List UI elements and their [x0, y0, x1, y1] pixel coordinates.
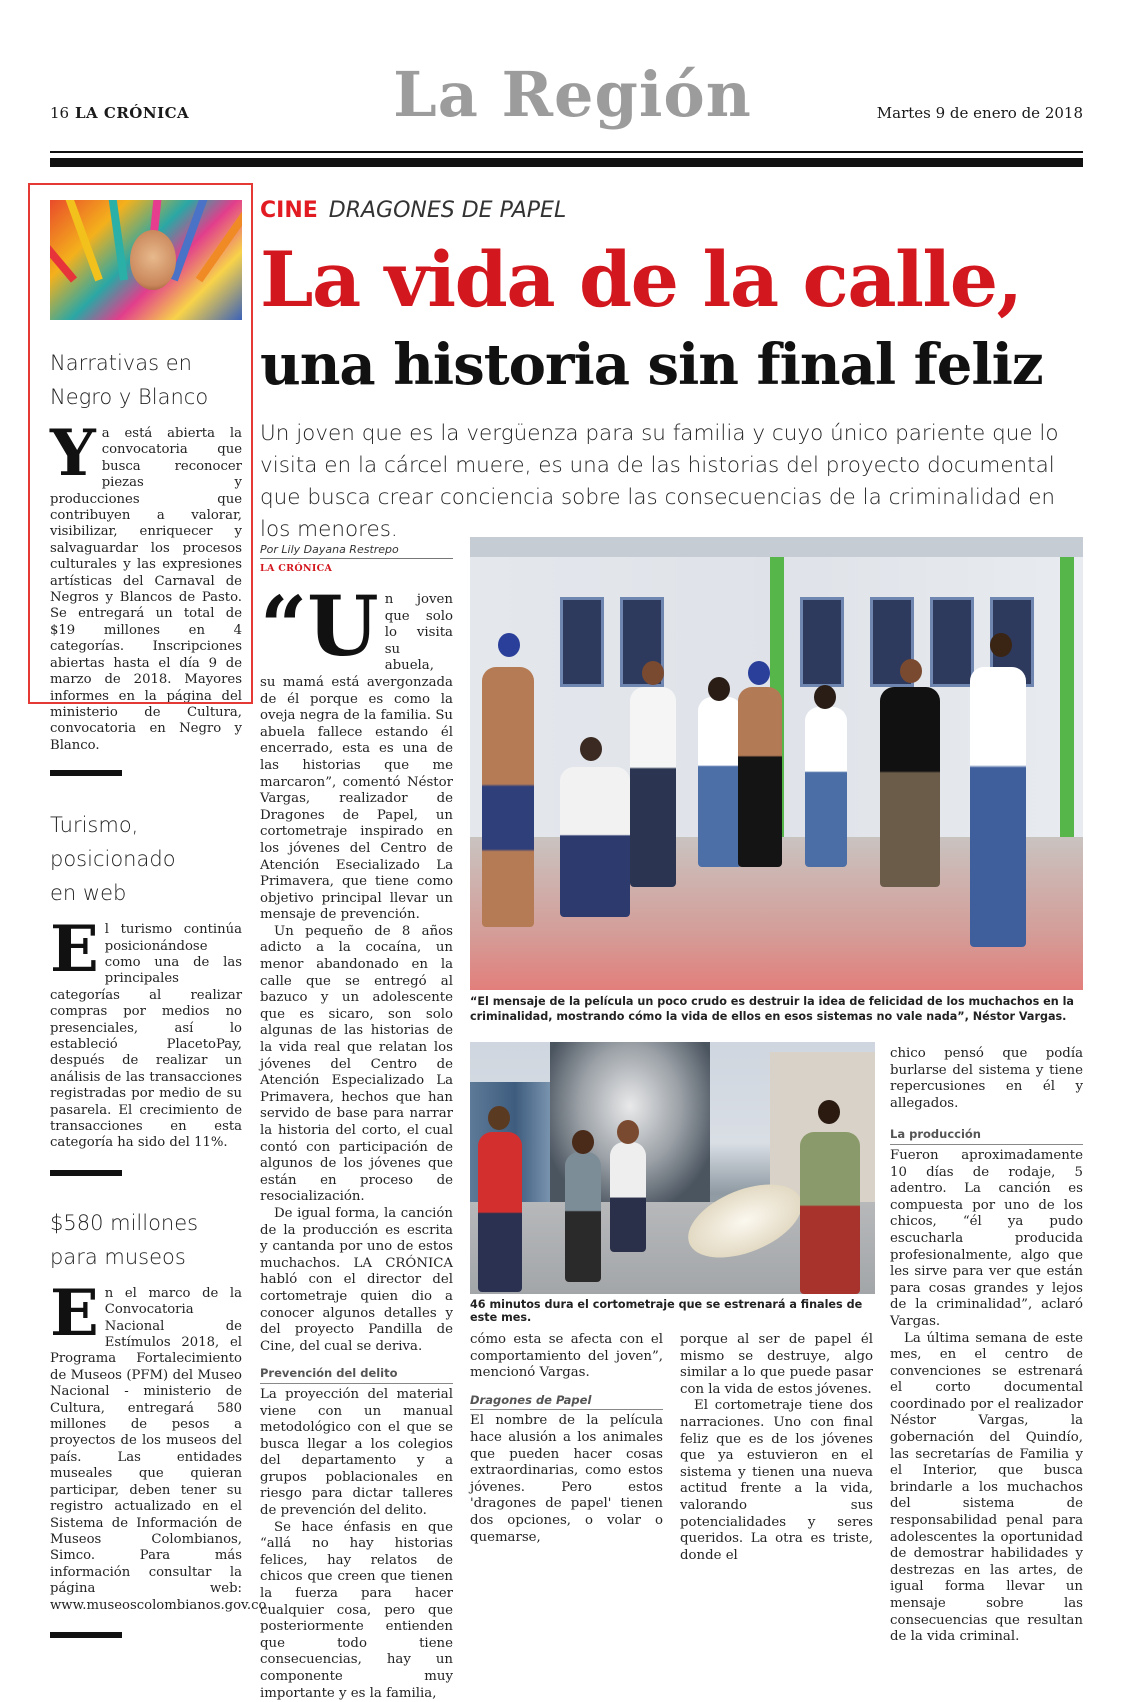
photo2-caption: 46 minutos dura el cortometraje que se estrenará a finales de este mes.: [470, 1298, 863, 1324]
opening-quote: “U: [260, 579, 379, 675]
paragraph: porque al ser de papel él mismo se destruye, algo similar a lo que puede pasar con la vida de estos jóvenes.: [680, 1332, 873, 1397]
sidebar-item3-title: $580 millones para museos: [50, 1210, 199, 1269]
dropcap: E: [50, 912, 99, 988]
paragraph: Un pequeño de 8 años adicto a la cocaína, un menor abandonado en la calle que se entregó al bazuco y un adolescente que es sicaro, son solo algunas de las historias de la vida real que relatan los jóvenes del Centro de Atención Especializado La Primavera, hechos que han servido de base para narrar la historia del corto, el cual contó con participación de algunos de los jóvenes que están en proceso de resocialización.: [260, 923, 453, 1205]
headline-line2: una historia sin final feliz: [260, 332, 1043, 398]
sidebar-item2-body: El turismo continúa posicionándose como una de las principales categorías al realizar compras por medios no presenciales, así lo estableció PlacetoPay, después de realizar un análisis de las transacciones registradas por medio de su pasarela. El crecimiento de transacciones en esta categoría ha sido del 11%.: [50, 912, 242, 1151]
dropcap: Y: [50, 416, 96, 491]
kicker-sub: DRAGONES DE PAPEL: [328, 198, 567, 223]
sidebar-item1-title: Narrativas en Negro y Blanco: [50, 351, 209, 409]
publication-name: LA CRÓNICA: [75, 104, 190, 122]
sidebar-divider: [50, 1170, 122, 1176]
sidebar-item1-body: Ya está abierta la convocatoria que busca reconocer piezas y producciones que contribuyen a valorar, visibilizar, enriquecer y salvaguardar los procesos culturales y las expresiones artísticas del Carnaval de Negros y Blancos de Pasto. Se entregará un total de $19 millones en 4 categorías. Inscripciones abiertas hasta el día 9 de marzo de 2018. Mayores informes en la página del ministerio de Cultura, convocatoria en Negro y Blanco.: [50, 416, 242, 753]
kicker-section: CINE: [260, 198, 318, 223]
byline-paper: LA CRÓNICA: [260, 563, 333, 574]
article-column-3: [680, 1332, 873, 1564]
article-column-2: [470, 1332, 663, 1546]
paragraph: n joven que solo lo visita su abuela, su mamá está avergonzada de él porque es como la oveja negra de la familia. Su abuela fallece estando él encerrado, esta es una de las historias que me marcaron”, comentó Néstor Vargas, realizador de Dragones de Papel, un cortometraje inspirado en los jóvenes del Centro de Atención Esecializado La Primavera, que tiene como objetivo principal llevar un mensaje de prevención.: [260, 592, 453, 923]
paragraph: cómo esta se afecta con el comportamiento del joven”, mencionó Vargas.: [470, 1332, 663, 1381]
section-title: La Región: [393, 58, 752, 131]
article-deck: Un joven que es la vergüenza para su familia y cuyo único pariente que lo visita en la cárcel muere, es una de las historias del proyecto documental que busca crear conciencia sobre las consecuencias de la criminalidad en los menores.: [260, 421, 1059, 542]
article-column-4: [890, 1046, 1083, 1646]
dropcap: E: [50, 1275, 99, 1351]
subhead-prevencion: Prevención del delito: [260, 1365, 453, 1384]
paragraph: La última semana de este mes, en el centro de convenciones se estrenará el corto documental coordinado por el realizador Néstor Vargas, la gobernación del Quindío, las secretarías de Familia y el Interior, que busca brindarle a los muchachos del sistema de responsabilidad penal para adolescentes la oportunidad de demostrar habilidades y destrezas en las artes, de igual forma llevar un mensaje sobre las consecuencias que resultan de la vida criminal.: [890, 1330, 1083, 1645]
paragraph: El nombre de la película hace alusión a los animales que pueden hacer cosas extraordinarias, como estos jóvenes. Pero estos 'dragones de papel' tienen dos opciones, o volar o quemarse,: [470, 1413, 663, 1545]
paragraph: Fueron aproximadamente 10 días de rodaje, 5 adentro. La canción es compuesta por uno de los chicos, “él ya pudo escucharla producida profesionalmente, algo que les sirve para ver que están para cosas grandes y lejos de la criminalidad”, aclaró Vargas.: [890, 1147, 1083, 1329]
byline: Por Lily Dayana Restrepo: [260, 543, 453, 559]
film-shoot-photo: [470, 1042, 875, 1294]
sidebar-item3-body: En el marco de la Convocatoria Nacional de Estímulos 2018, el Programa Fortalecimiento de Museos (PFM) del Museo Nacional - ministerio de Cultura, entregará 580 millones de pesos a proyectos de los museos del país. Las entidades museales que quieran participar, deben tener su registro actualizado en el Sistema de Información de Museos Colombianos, Simco. Para más información consultar la página web: www.museoscolombianos.gov.co: [50, 1275, 267, 1613]
header-rule-thick: [50, 158, 1083, 167]
film-set-photo: [470, 537, 1083, 990]
header-rule-thin: [50, 151, 1083, 153]
paragraph: chico pensó que podía burlarse del sistema y tiene repercusiones en él y allegados.: [890, 1046, 1083, 1111]
issue-date: Martes 9 de enero de 2018: [876, 104, 1083, 122]
highlight-box: [28, 183, 253, 704]
paragraph: El cortometraje tiene dos narraciones. Uno con final feliz que es de los jóvenes que ya estuvieron en el sistema y tienen una nueva actitud frente a la vida, valorando sus potencialidades y seres queridos. La otra es triste, donde el: [680, 1398, 873, 1563]
sidebar-divider: [50, 770, 122, 776]
photo1-caption: “El mensaje de la película un poco crudo es destruir la idea de felicidad de los muchachos en la criminalidad, mostrando cómo la vida de ellos en esos sistemas no vale nada”, Néstor Vargas.: [470, 995, 1074, 1023]
subhead-produccion: La producción: [890, 1126, 1083, 1145]
subhead-dragones: Dragones de Papel: [470, 1392, 663, 1411]
page-number: 16: [50, 104, 70, 122]
paragraph: De igual forma, la canción de la producción es escrita y cantanda por uno de estos muchachos. LA CRÓNICA habló con el director del cortometraje quien dio a conocer algunos detalles y del proyecto Pandilla de Cine, del cual se deriva.: [260, 1205, 453, 1354]
paragraph: Se hace énfasis en que “allá no hay historias felices, hay relatos de chicos que creen que tienen la fuerza para hacer cualquier cosa, pero que posteriormente entienden que todo tiene consecuencias, hay un componente muy importante y es la familia,: [260, 1519, 453, 1701]
article-kicker: [260, 198, 566, 223]
sidebar-divider: [50, 1632, 122, 1638]
headline-line1: La vida de la calle,: [260, 235, 1022, 324]
paragraph: La proyección del material viene con un manual metodológico con el que se busca llegar a los colegios del departamento y a grupos poblacionales en riesgo para dictar talleres de prevención del delito.: [260, 1386, 453, 1519]
sidebar-item2-title: Turismo, posicionado en web: [50, 813, 176, 906]
article-column-1: [260, 579, 453, 1702]
